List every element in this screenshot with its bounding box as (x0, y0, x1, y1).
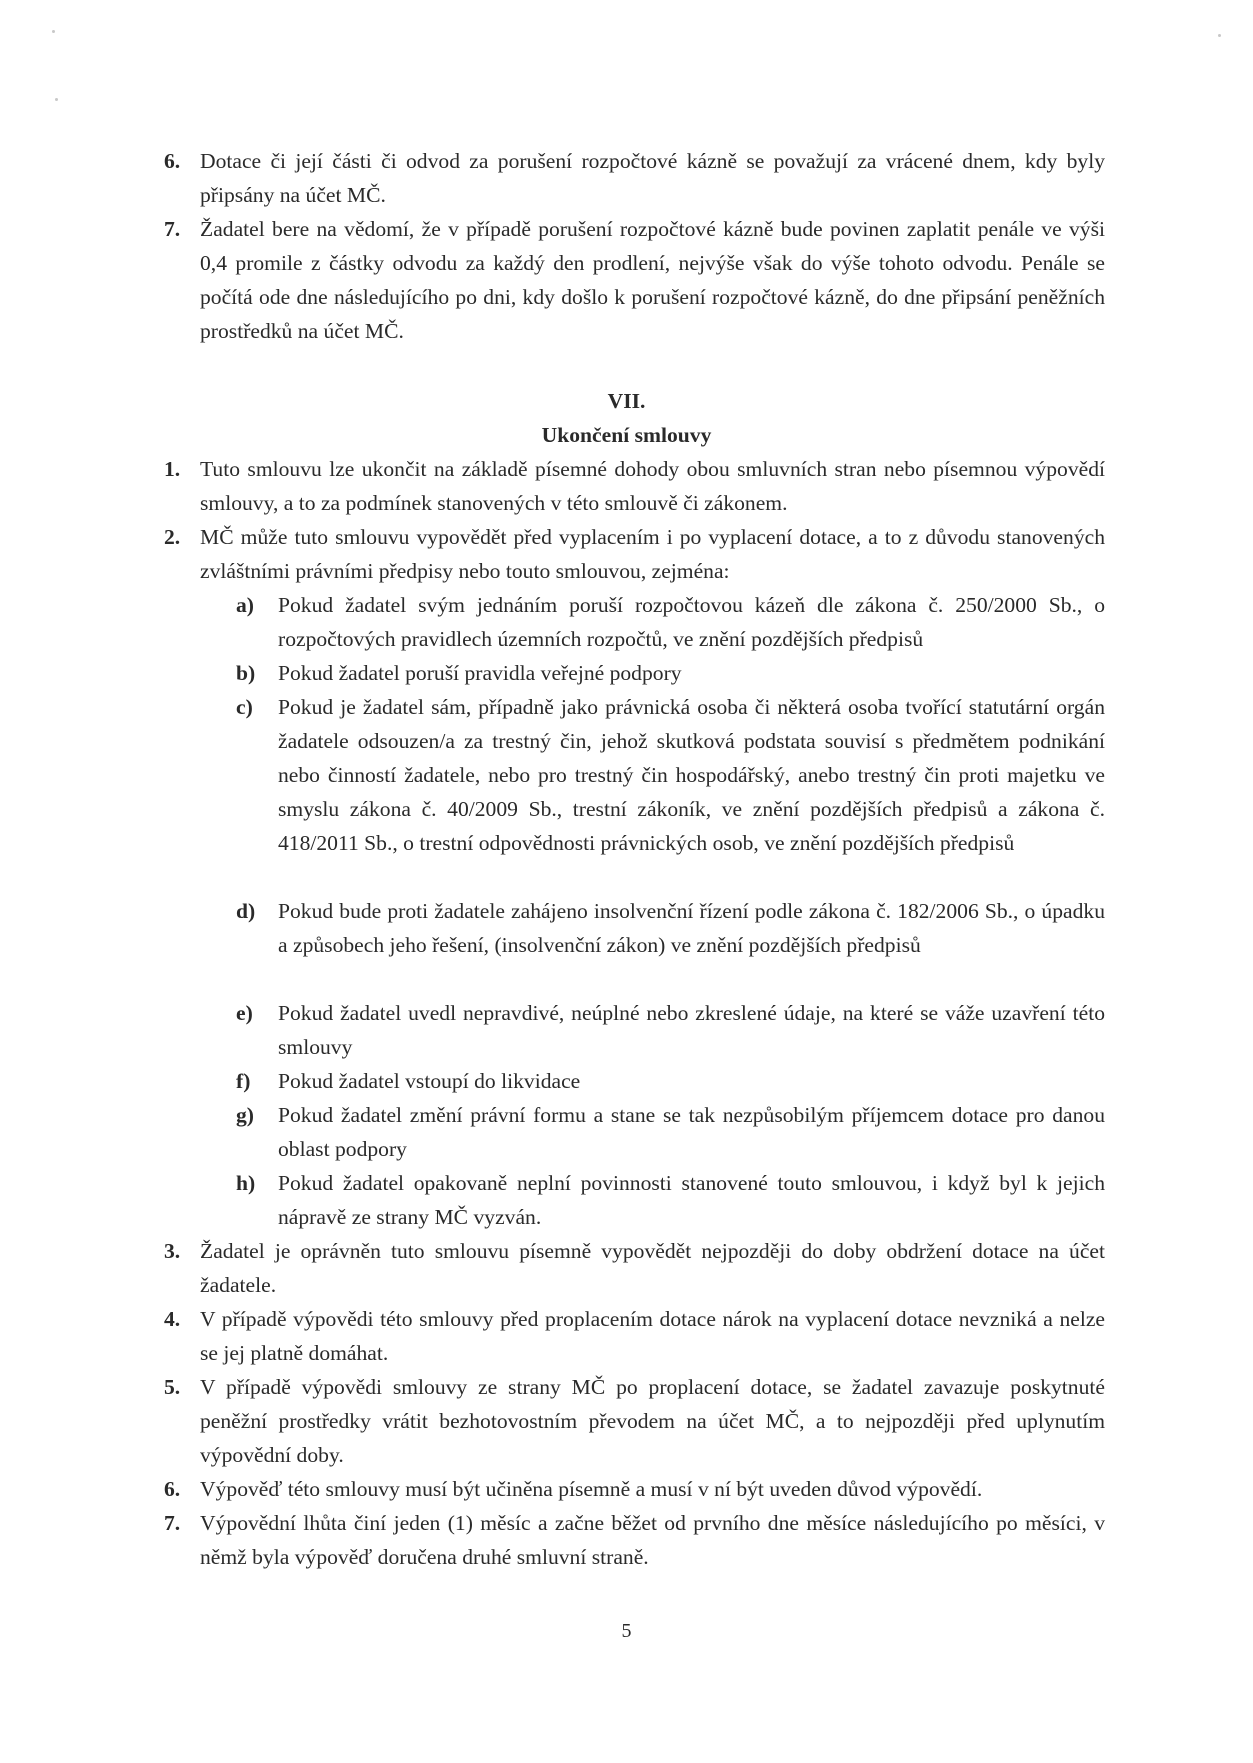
item-number: 2. (164, 525, 181, 549)
subitem-text: Pokud bude proti žadatele zahájeno insolvenční řízení podle zákona č. 182/2006 Sb., o úpadku a způsobech jeho řešení, (insolvenční zákon) ve znění pozdějších předpisů (278, 899, 1105, 957)
item-text: V případě výpovědi smlouvy ze strany MČ po proplacení dotace, se žadatel zavazuje poskytnuté peněžní prostředky vrátit bezhotovostním převodem na účet MČ, a to nejpozději před uplynutím výpovědní doby. (200, 1375, 1105, 1467)
scan-speck (55, 98, 58, 101)
item-text: Výpovědní lhůta činí jeden (1) měsíc a začne běžet od prvního dne měsíce následujícího po měsíci, v němž byla výpověď doručena druhé smluvní straně. (200, 1511, 1105, 1569)
section6-item-7 (164, 212, 1105, 348)
item-text: Tuto smlouvu lze ukončit na základě písemné dohody obou smluvních stran nebo písemnou výpovědí smlouvy, a to za podmínek stanovených v této smlouvě či zákonem. (200, 457, 1105, 515)
item-number: 4. (164, 1307, 181, 1331)
subitem-letter: g) (236, 1103, 254, 1127)
section-number: VII. (607, 389, 646, 413)
subitem-text: Pokud žadatel svým jednáním poruší rozpočtovou kázeň dle zákona č. 250/2000 Sb., o rozpočtových pravidlech územních rozpočtů, ve znění pozdějších předpisů (278, 593, 1105, 651)
subitem-text: Pokud žadatel poruší pravidla veřejné podpory (278, 661, 682, 685)
section6-item-6 (164, 144, 1105, 212)
item-text: Výpověď této smlouvy musí být učiněna písemně a musí v ní být uveden důvod výpovědí. (200, 1477, 983, 1501)
subitem-letter: h) (236, 1171, 256, 1195)
item-text: Žadatel bere na vědomí, že v případě porušení rozpočtové kázně bude povinen zaplatit penále ve výši 0,4 promile z částky odvodu za každý den prodlení, nejvýše však do výše tohoto odvodu. Penále se počítá ode dne následujícího po dni, kdy došlo k porušení rozpočtové kázně, do dne připsání peněžních prostředků na účet MČ. (200, 217, 1105, 343)
item-number: 6. (164, 1477, 181, 1501)
item-number: 6. (164, 149, 181, 173)
item-number: 5. (164, 1375, 181, 1399)
subitem-letter: c) (236, 695, 253, 719)
subitem-letter: b) (236, 661, 256, 685)
section7-item-5 (164, 1370, 1105, 1472)
subitem-letter: f) (236, 1069, 251, 1093)
scan-speck (1218, 34, 1221, 37)
subitem-letter: a) (236, 593, 254, 617)
subitem-letter: d) (236, 899, 256, 923)
subitem-d (236, 894, 1105, 962)
subitem-text: Pokud žadatel uvedl nepravdivé, neúplné nebo zkreslené údaje, na které se váže uzavření této smlouvy (278, 1001, 1105, 1059)
item-number: 1. (164, 457, 181, 481)
item-number: 7. (164, 217, 181, 241)
subitem-c (236, 690, 1105, 860)
section7-item-6 (164, 1472, 1105, 1506)
item-text: MČ může tuto smlouvu vypovědět před vyplacením i po vyplacení dotace, a to z důvodu stanovených zvláštními právními předpisy nebo touto smlouvou, zejména: (200, 525, 1105, 583)
page-number: 5 (621, 1620, 632, 1642)
section-title: Ukončení smlouvy (541, 423, 712, 447)
subitem-g (236, 1098, 1105, 1166)
subitem-h (236, 1166, 1105, 1234)
subitem-text: Pokud žadatel změní právní formu a stane se tak nezpůsobilým příjemcem dotace pro danou oblast podpory (278, 1103, 1105, 1161)
scan-speck (52, 30, 55, 33)
section7-item-3 (164, 1234, 1105, 1302)
item-text: Žadatel je oprávněn tuto smlouvu písemně vypovědět nejpozději do doby obdržení dotace na účet žadatele. (200, 1239, 1105, 1297)
subitem-letter: e) (236, 1001, 253, 1025)
item-text: V případě výpovědi této smlouvy před proplacením dotace nárok na vyplacení dotace nevzniká a nelze se jej platně domáhat. (200, 1307, 1105, 1365)
section7-item-7 (164, 1506, 1105, 1574)
section7-item-4 (164, 1302, 1105, 1370)
section7-item-1 (164, 452, 1105, 520)
subitem-f (236, 1064, 1105, 1098)
subitem-text: Pokud žadatel vstoupí do likvidace (278, 1069, 581, 1093)
subitem-text: Pokud je žadatel sám, případně jako právnická osoba či některá osoba tvořící statutární orgán žadatele odsouzen/a za trestný čin, jehož skutková podstata souvisí s předmětem podnikání nebo činností žadatele, nebo pro trestný čin hospodářský, anebo trestný čin proti majetku ve smyslu zákona č. 40/2009 Sb., trestní zákoník, ve znění pozdějších předpisů a zákona č. 418/2011 Sb., o trestní odpovědnosti právnických osob, ve znění pozdějších předpisů (278, 695, 1105, 855)
subitem-a (236, 588, 1105, 656)
subitem-e (236, 996, 1105, 1064)
subitem-b (236, 656, 1105, 690)
subitem-text: Pokud žadatel opakovaně neplní povinnosti stanovené touto smlouvou, i když byl k jejich nápravě ze strany MČ vyzván. (278, 1171, 1105, 1229)
item-number: 3. (164, 1239, 181, 1263)
item-number: 7. (164, 1511, 181, 1535)
item-text: Dotace či její části či odvod za porušení rozpočtové kázně se považují za vrácené dnem, kdy byly připsány na účet MČ. (200, 149, 1105, 207)
section7-item-2 (164, 520, 1105, 588)
